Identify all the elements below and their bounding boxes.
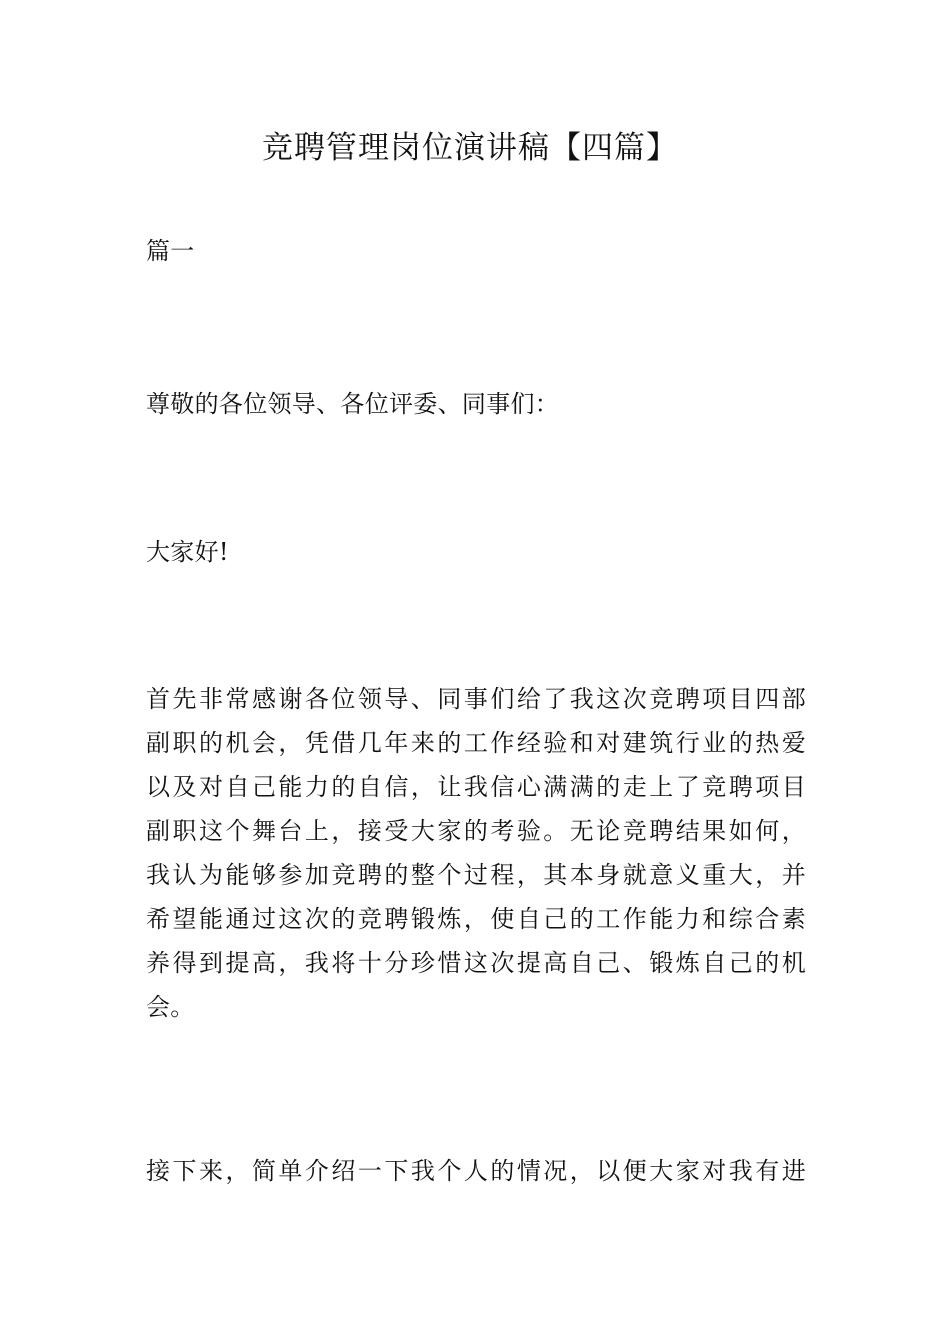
greeting	[146, 530, 806, 574]
paragraph-line: 会。	[146, 993, 195, 1021]
paragraph-line: 接下来，简单介绍一下我个人的情况，以便大家对我有进	[146, 1157, 806, 1185]
document-title: 竞聘管理岗位演讲稿【四篇】	[262, 130, 678, 166]
paragraph-line: 副职的机会，凭借几年来的工作经验和对建筑行业的热爱	[146, 729, 806, 757]
paragraph-line: 希望能通过这次的竞聘锻炼，使自己的工作能力和综合素	[146, 905, 806, 933]
paragraph-line: 副职这个舞台上，接受大家的考验。无论竞聘结果如何，	[146, 817, 806, 845]
section-label-text: 篇一	[146, 237, 195, 265]
paragraph-line: 以及对自己能力的自信，让我信心满满的走上了竞聘项目	[146, 773, 806, 801]
salutation	[146, 382, 806, 426]
greeting-text: 大家好!	[146, 538, 229, 566]
paragraph-2	[146, 1149, 806, 1193]
paragraph-line: 养得到提高，我将十分珍惜这次提高自己、锻炼自己的机	[146, 949, 806, 977]
paragraph-line: 我认为能够参加竞聘的整个过程，其本身就意义重大，并	[146, 861, 806, 889]
salutation-text: 尊敬的各位领导、各位评委、同事们：	[146, 390, 560, 418]
paragraph-1	[146, 677, 806, 1029]
section-label	[146, 229, 806, 273]
paragraph-line: 首先非常感谢各位领导、同事们给了我这次竞聘项目四部	[146, 685, 806, 713]
